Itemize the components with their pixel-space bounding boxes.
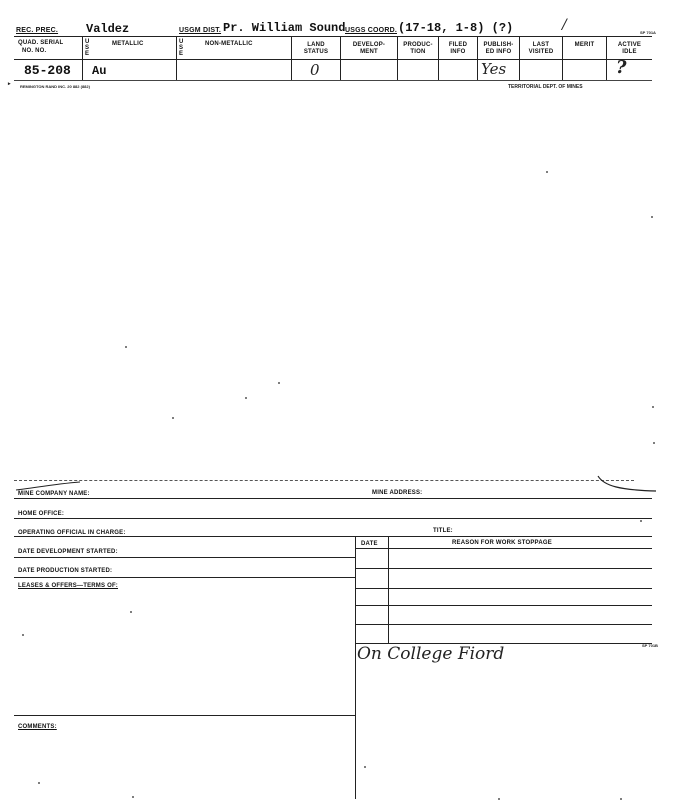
row-rule	[14, 715, 355, 716]
table-row-rule	[356, 548, 652, 549]
development-header: DEVELOP- MENT	[352, 42, 386, 55]
active-idle-value: ?	[616, 57, 627, 78]
comments-label: COMMENTS:	[18, 724, 57, 730]
name-stroke	[14, 478, 84, 492]
active-idle-header: ACTIVE IDLE	[617, 42, 642, 55]
leases-offers-label: LEASES & OFFERS—TERMS OF:	[18, 583, 119, 589]
rec-prec-label: REC. PREC.	[16, 27, 59, 34]
scan-speck	[125, 346, 127, 348]
edge-mark: ▸	[8, 81, 11, 87]
table-row-rule	[356, 588, 652, 589]
merit-header: MERIT	[574, 42, 595, 48]
metallic-value: Au	[92, 64, 107, 78]
scan-speck	[652, 406, 654, 408]
last-visited-header: LAST VISITED	[528, 42, 554, 55]
row-rule	[14, 498, 652, 499]
date-production-started-label: DATE PRODUCTION STARTED:	[18, 568, 113, 574]
date-development-started-label: DATE DEVELOPMENT STARTED:	[18, 549, 118, 555]
quad-serial-header: QUAD. SERIAL	[18, 40, 64, 46]
scan-speck	[278, 382, 280, 384]
card-top-edge	[14, 480, 634, 481]
header-rule-top	[14, 36, 652, 37]
scan-speck	[364, 766, 366, 768]
land-status-value: 0	[310, 61, 320, 79]
no-no-header: NO. NO.	[22, 48, 47, 54]
row-rule	[14, 536, 652, 537]
scan-speck	[546, 171, 548, 173]
printer-line: REMINGTON RAND INC. 20 882 (882)	[20, 84, 90, 89]
scan-speck	[130, 611, 132, 613]
scan-speck	[651, 216, 653, 218]
usgs-coord-label: USGS COORD.	[345, 27, 397, 34]
title-label: TITLE:	[433, 528, 453, 534]
use-letters-metallic: U S E	[85, 39, 90, 57]
scan-speck	[22, 634, 24, 636]
metallic-header: METALLIC	[112, 41, 144, 47]
row-rule	[14, 518, 652, 519]
col-divider	[82, 37, 83, 80]
use-letters-nonmetallic: U S E	[179, 39, 184, 57]
scan-speck	[653, 442, 655, 444]
operating-official-label: OPERATING OFFICIAL IN CHARGE:	[18, 530, 126, 536]
production-header: PRODUC- TION	[403, 42, 433, 55]
date-column-divider	[388, 537, 389, 643]
land-status-header: LAND STATUS	[303, 42, 329, 55]
scan-speck	[38, 782, 40, 784]
quad-serial-value: 85-208	[24, 63, 71, 78]
usgs-dist-label: USGM DIST.	[179, 27, 222, 34]
scan-speck	[245, 397, 247, 399]
scan-speck	[172, 417, 174, 419]
form-number-top: SP 701A	[640, 30, 656, 35]
scan-speck	[498, 798, 500, 800]
header-rule-mid	[14, 59, 652, 60]
col-divider	[176, 37, 177, 80]
published-info-value: Yes	[481, 60, 507, 78]
scan-speck	[620, 798, 622, 800]
corner-stroke	[596, 472, 658, 494]
row-rule	[14, 557, 355, 558]
table-row-rule	[356, 568, 652, 569]
filed-info-header: FILED INFO	[448, 42, 468, 55]
table-left-border	[355, 537, 356, 799]
date-column-header: DATE	[361, 541, 378, 547]
published-info-header: PUBLISH- ED INFO	[483, 42, 514, 55]
usgs-coord-value: (17-18, 1-8) (?)	[398, 21, 514, 35]
dept-line: TERRITORIAL DEPT. OF MINES	[508, 84, 583, 90]
non-metallic-header: NON-METALLIC	[205, 41, 253, 47]
rec-prec-value: Valdez	[86, 22, 130, 36]
header-rule-bottom	[14, 80, 652, 81]
corner-mark: /	[562, 17, 567, 33]
mine-address-label: MINE ADDRESS:	[372, 490, 423, 496]
reason-column-header: REASON FOR WORK STOPPAGE	[452, 540, 552, 546]
scan-speck	[640, 520, 642, 522]
row-rule	[14, 577, 355, 578]
home-office-label: HOME OFFICE:	[18, 511, 65, 517]
table-row-rule	[356, 605, 652, 606]
scan-speck	[132, 796, 134, 798]
form-number-bottom: SP 701B	[642, 643, 658, 648]
usgs-dist-value: Pr. William Sound	[223, 21, 346, 35]
table-row-rule	[356, 624, 652, 625]
handwritten-note: On College Fiord	[357, 644, 505, 664]
mine-company-name-label: MINE COMPANY NAME:	[18, 491, 90, 497]
